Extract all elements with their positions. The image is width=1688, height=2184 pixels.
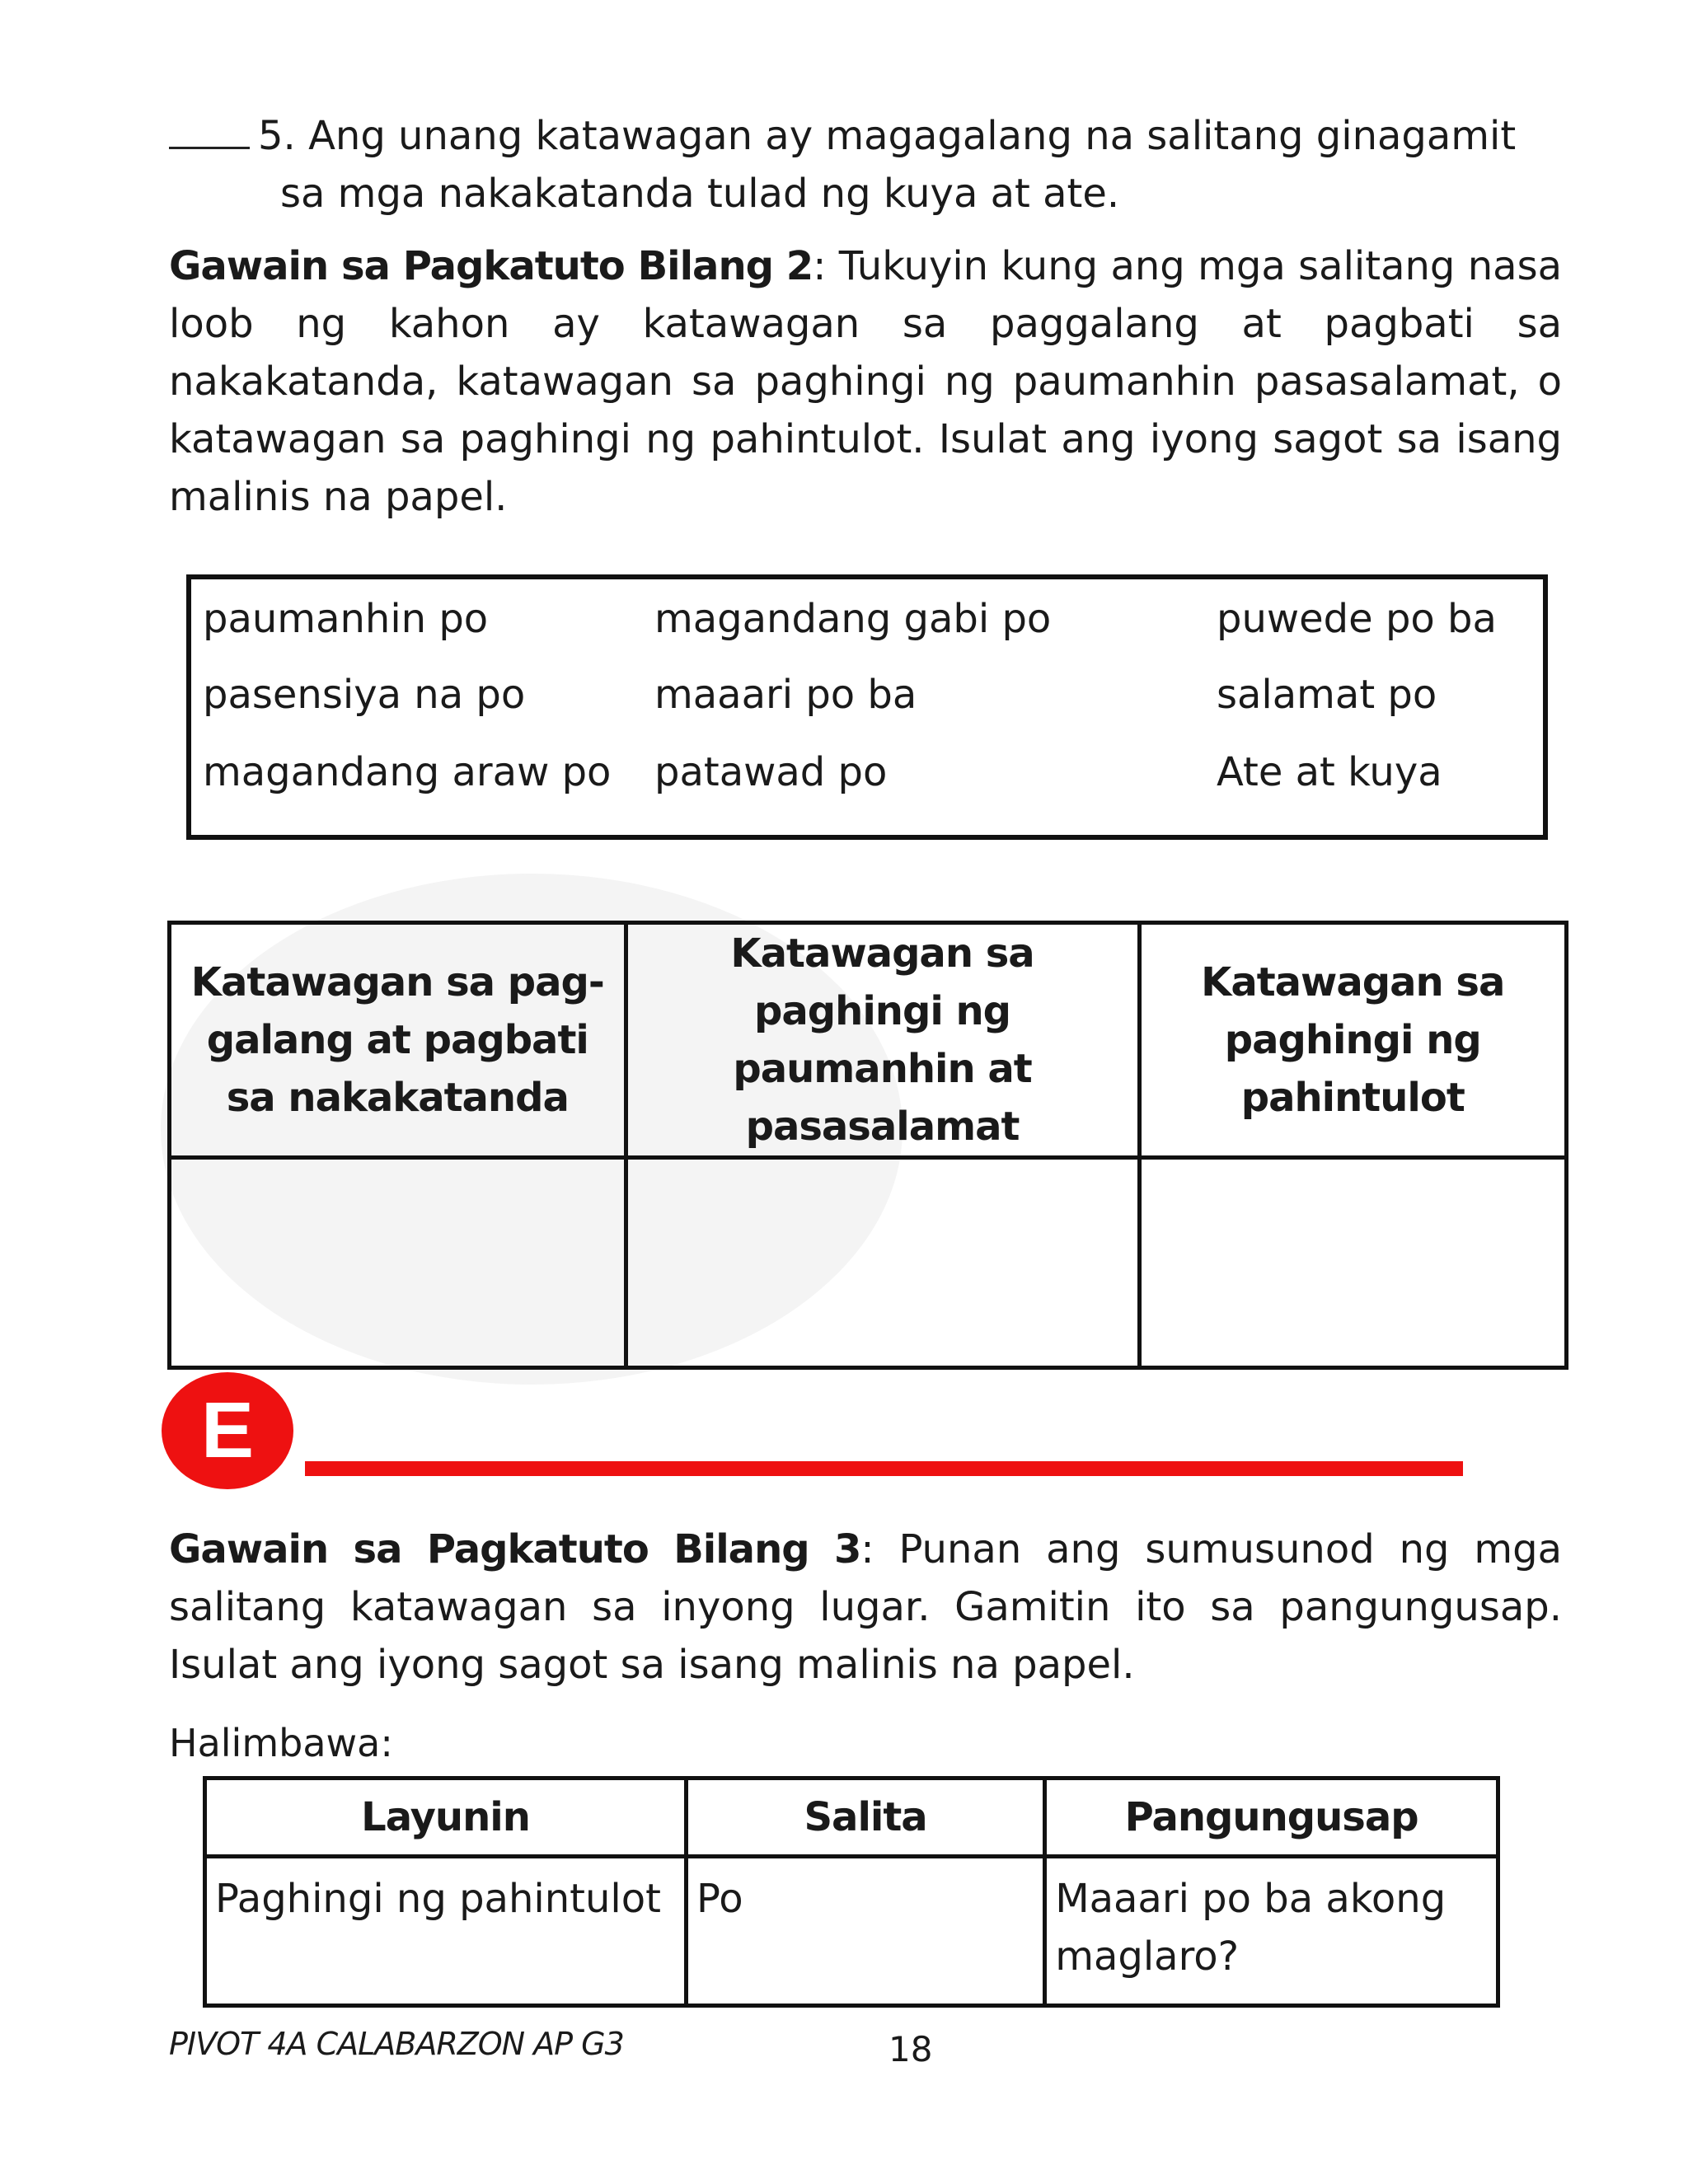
word-box-item: salamat po xyxy=(1217,672,1437,718)
activity-2-instructions xyxy=(169,237,1562,526)
word-box-item: Ate at kuya xyxy=(1217,749,1442,795)
activity-2-title: Gawain sa Pagkatuto Bilang 2 xyxy=(169,243,814,289)
page-number: 18 xyxy=(889,2029,933,2069)
footer-label: PIVOT 4A CALABARZON AP G3 xyxy=(169,2026,624,2062)
section-divider xyxy=(305,1461,1463,1476)
word-box xyxy=(186,574,1548,840)
item-number: 5. xyxy=(258,113,296,159)
example-header-row xyxy=(205,1779,1498,1857)
activity-3-text: : Punan ang sumusunod ng mga salitang katawagan sa inyong lugar. Gamitin ito sa pangungusap. Isulat ang iyong sagot sa isang malinis na papel. xyxy=(169,1526,1563,1688)
category-header: Katawagan sa pag-galang at pagbati sa nakakatanda xyxy=(170,923,626,1158)
category-header: Katawagan sa paghingi ng paumanhin at pasasalamat xyxy=(626,923,1139,1158)
category-answer-row xyxy=(170,1158,1567,1368)
word-box-item: maaari po ba xyxy=(654,672,917,718)
example-cell: Maaari po ba akong maglaro? xyxy=(1045,1857,1498,2006)
example-cell: Paghingi ng pahintulot xyxy=(205,1857,687,2006)
section-e-badge: E xyxy=(162,1372,293,1489)
answer-cell[interactable] xyxy=(170,1158,626,1368)
word-box-item: puwede po ba xyxy=(1217,596,1497,642)
activity-3-title: Gawain sa Pagkatuto Bilang 3 xyxy=(169,1526,861,1572)
example-row xyxy=(205,1857,1498,2006)
category-header-row xyxy=(170,923,1567,1158)
item-5-line-2: sa mga nakakatanda tulad ng kuya at ate. xyxy=(280,171,1120,217)
category-table xyxy=(167,921,1568,1370)
word-box-item: patawad po xyxy=(654,749,888,795)
answer-cell[interactable] xyxy=(626,1158,1139,1368)
activity-3-instructions xyxy=(169,1521,1562,1694)
example-table xyxy=(203,1776,1500,2008)
example-header: Salita xyxy=(686,1779,1044,1857)
answer-blank[interactable] xyxy=(169,147,250,149)
example-label: Halimbawa: xyxy=(169,1721,393,1765)
category-header: Katawagan sa paghingi ng pahintulot xyxy=(1139,923,1566,1158)
example-header: Layunin xyxy=(205,1779,687,1857)
word-box-item: paumanhin po xyxy=(203,596,489,642)
example-cell: Po xyxy=(686,1857,1044,2006)
example-header: Pangungusap xyxy=(1045,1779,1498,1857)
item-5 xyxy=(169,107,1562,223)
answer-cell[interactable] xyxy=(1139,1158,1566,1368)
word-box-item: magandang araw po xyxy=(203,749,612,795)
activity-2-text: : Tukuyin kung ang mga salitang nasa loob ng kahon ay katawagan sa paggalang at pagbati sa nakakatanda, katawagan sa paghingi ng paumanhin pasasalamat, o katawagan sa paghingi ng pahintulot. Isulat ang iyong sagot sa isang malinis na papel. xyxy=(169,243,1562,520)
item-5-line-1: Ang unang katawagan ay magagalang na salitang ginagamit xyxy=(308,113,1517,159)
word-box-item: pasensiya na po xyxy=(203,672,526,718)
word-box-item: magandang gabi po xyxy=(654,596,1052,642)
